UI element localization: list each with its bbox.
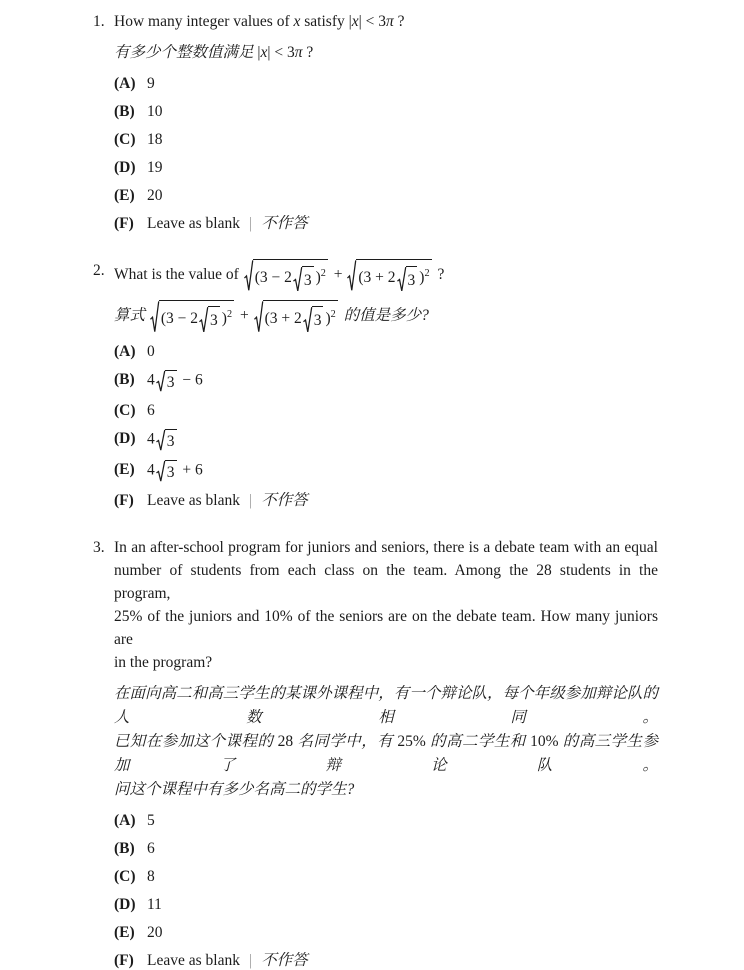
math-variable: x	[351, 13, 359, 30]
text-line	[114, 778, 658, 802]
question-block	[93, 259, 658, 510]
chinese-text: 已知在参加这个课程的	[114, 732, 278, 750]
question-block	[93, 536, 658, 970]
radical-sign-icon	[244, 259, 253, 292]
radicand: 3	[302, 266, 314, 292]
choice-value: 10	[147, 103, 163, 120]
choice-row	[114, 923, 658, 942]
sqrt-radical	[303, 306, 324, 333]
chinese-text: 的高三学生参加了辩论队。	[114, 732, 658, 774]
text-line: number of students from each class on the team. Among the 28 students in the program,	[114, 561, 658, 602]
choice-value: 20	[147, 923, 163, 941]
choice-row	[114, 951, 658, 970]
divider: |	[248, 951, 253, 969]
radicand: (3 − 2 3 )$^2$	[159, 300, 234, 333]
choice-value: 4 3 − 6	[147, 371, 203, 391]
sqrt-radical	[293, 266, 314, 292]
radicand: (3 + 2 3 )$^2$	[263, 300, 338, 333]
choice-label: (C)	[114, 131, 136, 148]
radicand: 3	[165, 370, 177, 392]
question-text-en	[114, 259, 658, 292]
choice-label: (B)	[114, 371, 135, 389]
choices-list	[114, 811, 658, 970]
choice-label: (E)	[114, 187, 135, 204]
choice-row	[114, 214, 658, 233]
radical-sign	[397, 266, 406, 292]
question-number: 1.	[93, 13, 105, 30]
choice-value: 5	[147, 811, 155, 829]
sqrt-radical	[397, 266, 418, 292]
question-text-en	[114, 536, 658, 674]
choice-value: 4 3	[147, 430, 175, 450]
radicand: 3	[312, 306, 324, 333]
question-text-zh	[114, 41, 658, 65]
choice-value: 11	[147, 895, 162, 913]
choice-label: (D)	[114, 895, 136, 913]
choice-value: 8	[147, 867, 155, 885]
choice-row	[114, 370, 658, 392]
radicand: 3	[165, 460, 177, 482]
choice-value: 19	[147, 159, 163, 176]
text-line: In an after-school program for juniors and seniors, there is a debate team with an equal	[114, 538, 658, 556]
text-line: in the program?	[114, 653, 213, 671]
text-line	[114, 682, 658, 730]
radical-sign	[150, 300, 159, 333]
choice-value: Leave as blank | 不作答	[147, 215, 308, 232]
choice-label: (E)	[114, 461, 135, 479]
radical-sign-icon	[150, 300, 159, 333]
exponent: 2	[320, 268, 326, 279]
radical-sign	[156, 370, 165, 392]
choice-label: (F)	[114, 951, 134, 969]
math-variable: π	[294, 44, 303, 61]
text-line: How many integer values of x satisfy |x| < 3π ?	[114, 13, 405, 30]
choice-label: (B)	[114, 103, 135, 120]
radical-sign	[156, 429, 165, 451]
choice-label: (A)	[114, 342, 136, 360]
choice-row	[114, 867, 658, 886]
choice-value: 4 3 + 6	[147, 461, 203, 481]
sqrt-radical	[347, 259, 431, 292]
choice-row	[114, 895, 658, 914]
chinese-text: 有多少个整数值满足	[114, 44, 258, 61]
choice-value: Leave as blank | 不作答	[147, 491, 308, 509]
exponent: 2	[226, 308, 233, 320]
radical-sign	[293, 266, 302, 292]
choice-row	[114, 74, 658, 93]
question-body	[114, 10, 658, 233]
chinese-text: 不作答	[261, 951, 308, 969]
math-variable: x	[260, 44, 268, 61]
sqrt-radical	[199, 306, 220, 333]
choice-row	[114, 401, 658, 420]
text-line: 算式 (3 − 2 3 )$^2$ + (3 + 2 3 )$^2$ 的值是多少?	[114, 300, 658, 333]
radical-sign-icon	[347, 259, 356, 292]
choices-list	[114, 74, 658, 233]
sqrt-radical	[156, 429, 177, 451]
radical-sign	[254, 300, 263, 333]
choice-value: 20	[147, 187, 163, 204]
choice-value: 18	[147, 131, 163, 148]
radical-sign-icon	[293, 266, 302, 292]
choice-row	[114, 460, 658, 482]
text-line: 有多少个整数值满足 |x| < 3π ?	[114, 44, 314, 61]
chinese-text: 在面向高二和高三学生的某课外课程中，有一个辩论队，每个年级参加辩论队的人数相同。	[114, 684, 658, 726]
chinese-text: 的高二学生和	[425, 732, 531, 750]
radical-sign-icon	[397, 266, 406, 292]
radical-sign	[303, 306, 312, 333]
question-text-zh	[114, 300, 658, 333]
sqrt-radical	[150, 300, 234, 333]
exponent: 2	[424, 268, 430, 279]
choice-label: (D)	[114, 159, 136, 176]
question-block	[93, 10, 658, 233]
choice-label: (F)	[114, 215, 134, 232]
radical-sign	[199, 306, 208, 333]
choice-row	[114, 158, 658, 177]
choice-value: 0	[147, 342, 155, 360]
radicand: (3 − 2 3 )$^2$	[253, 259, 328, 292]
radicand: (3 + 2 3 )$^2$	[356, 259, 431, 292]
question-number: 3.	[93, 538, 105, 556]
choice-label: (B)	[114, 839, 135, 857]
choice-row	[114, 811, 658, 830]
radicand: 3	[208, 306, 220, 333]
sqrt-radical	[156, 370, 177, 392]
question-text-zh	[114, 682, 658, 802]
choice-label: (A)	[114, 75, 136, 92]
divider: |	[248, 215, 253, 232]
choice-value: 6	[147, 401, 155, 419]
radicand: 3	[165, 429, 177, 451]
exponent: 2	[330, 308, 336, 320]
question-number: 2.	[93, 262, 105, 279]
choice-label: (C)	[114, 401, 136, 419]
math-variable: x	[293, 13, 301, 30]
choice-row	[114, 102, 658, 121]
radicand: 3	[406, 266, 418, 292]
sqrt-radical	[244, 259, 328, 292]
choice-label: (C)	[114, 867, 136, 885]
choice-row	[114, 186, 658, 205]
choice-row	[114, 839, 658, 858]
chinese-text: 不作答	[261, 491, 308, 509]
choice-row	[114, 491, 658, 510]
question-body	[114, 536, 658, 970]
chinese-text: 算式	[114, 306, 149, 324]
choices-list	[114, 342, 658, 510]
chinese-text: 的值是多少?	[339, 306, 429, 324]
sqrt-radical	[254, 300, 338, 333]
radical-sign-icon	[303, 306, 312, 333]
radical-sign	[156, 460, 165, 482]
question-body	[114, 259, 658, 510]
text-line: 25% of the juniors and 10% of the seniors are on the debate team. How many juniors are	[114, 607, 658, 648]
choice-label: (A)	[114, 811, 136, 829]
radical-sign-icon	[254, 300, 263, 333]
sqrt-radical	[156, 460, 177, 482]
divider: |	[248, 491, 253, 509]
choice-value: 9	[147, 75, 155, 92]
question-text-en	[114, 10, 658, 33]
choice-value: 6	[147, 839, 155, 857]
choice-value: Leave as blank | 不作答	[147, 951, 308, 969]
question-list	[93, 10, 658, 970]
radical-sign-icon	[156, 429, 165, 451]
math-variable: π	[385, 13, 394, 30]
text-line: What is the value of (3 − 2 3 )$^2$ + (3 + 2 3 )$^2$ ?	[114, 259, 658, 292]
text-line: 已知在参加这个课程的 28 名同学中，有 25% 的高二学生和 10% 的高三学生参加了辩论队。	[114, 732, 658, 774]
radical-sign	[347, 259, 356, 292]
chinese-text: 不作答	[261, 215, 308, 232]
chinese-text: 问这个课程中有多少名高二的学生?	[114, 780, 355, 798]
radical-sign-icon	[156, 460, 165, 482]
radical-sign	[244, 259, 253, 292]
radical-sign-icon	[156, 370, 165, 392]
chinese-text: 名同学中，有	[293, 732, 398, 750]
choice-row	[114, 429, 658, 451]
choice-label: (E)	[114, 923, 135, 941]
choice-row	[114, 130, 658, 149]
choice-label: (F)	[114, 491, 134, 509]
radical-sign-icon	[199, 306, 208, 333]
choice-row	[114, 342, 658, 361]
choice-label: (D)	[114, 430, 136, 448]
